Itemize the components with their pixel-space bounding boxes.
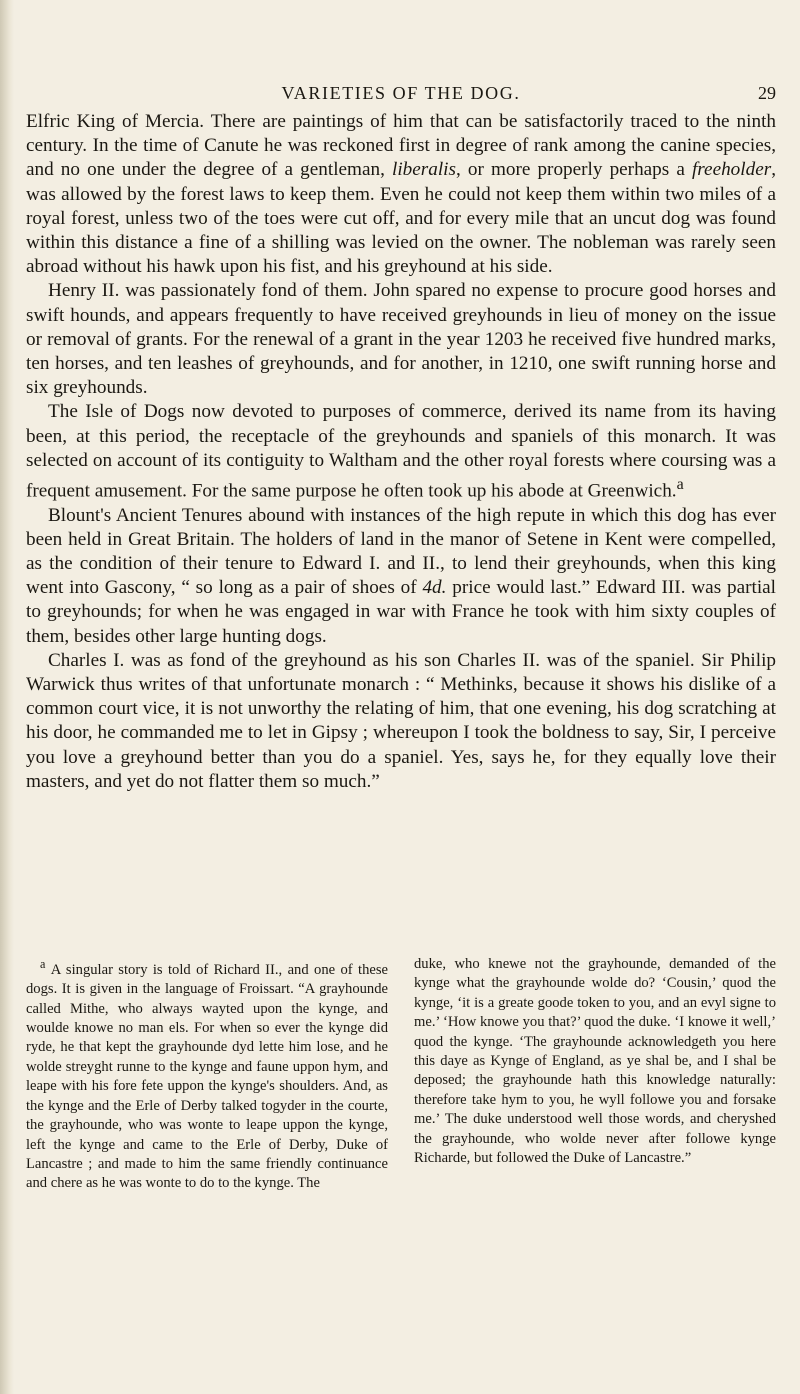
paragraph: [26, 400, 776, 503]
paragraph: [26, 649, 776, 794]
text-run: , was allowed by the forest laws to keep them. Even he could not keep them within two miles of a royal forest, unless two of the toes were cut off, and for every mile that an uncut dog was found within this distance a fine of a shilling was levied on the owner. The nobleman was rarely seen abroad without his hawk upon his fist, and his greyhound at his side.: [26, 159, 776, 278]
footnote-marker: a: [40, 957, 46, 971]
footnote-continuation: duke, who knewe not the grayhounde, demanded of the kynge what the grayhounde wolde do? ‘Cousin,’ quod the kynge, ‘it is a greate goode token to you, and an evyl signe to me.’ ‘How knowe you that?’ quod the duke. ‘I knowe it well,’ quod the kynge. ‘The grayhounde acknowledgeth you here this daye as Kynge of England, as ye shal be, and I shal be deposed; the grayhounde hath this knowledge naturally: therefore take hym to you, he wyll followe you and forsake me.’ The duke understood well those words, and cheryshed the grayhounde, who wolde never after followe kynge Richarde, but followed the Duke of Lancastre.”: [414, 956, 776, 1167]
footnote-paragraph: [26, 955, 388, 1194]
footnote-left-text: A singular story is told of Richard II., and one of these dogs. It is given in the language of Froissart. “A grayhounde called Mithe, who always wayted upon the kynge, and woulde knowe no man els. For when so ever the kynge did ryde, he that kept the grayhounde dyd lette him lose, and he wolde streyght runne to the kynge and faune uppon hym, and leape with his fore fete uppon the kynge's shoulders. And, as the kynge and the Erle of Derby talked togyder in the courte, the grayhounde, who was wonte to leape uppon the kynge, left the kynge and came to the Erle of Derby, Duke of Lancastre ; and made to him the same friendly continuance and chere as he was wonte to do to the kynge. The: [26, 961, 388, 1192]
italic-term: liberalis: [391, 159, 456, 181]
text-run: Henry II. was passionately fond of them. John spared no expense to procure good horses and swift hounds, and appears frequently to have received greyhounds in lieu of money on the issue or removal of grants. For the renewal of a grant in the year 1203 he received five hundred marks, ten horses, and ten leashes of greyhounds, and for another, in 1210, one swift running horse and six greyhounds.: [26, 280, 776, 399]
footnote-block: [26, 955, 776, 1194]
footnote-right-column: [414, 955, 776, 1194]
italic-term: 4d.: [422, 577, 447, 599]
page-number: 29: [758, 83, 776, 103]
text-run: , or more properly perhaps a: [455, 159, 692, 181]
text-run: price would last.” Edward III. was partial to greyhounds; for when he was engaged in war with France he took with him sixty couples of them, besides other large hunting dogs.: [26, 577, 776, 647]
footnote-reference: a: [676, 476, 684, 494]
footnote-left-column: [26, 955, 388, 1194]
paragraph: [26, 279, 776, 400]
text-run: Elfric King of Mercia. There are paintings of him that can be satisfactorily traced to the ninth century. In the time of Canute he was reckoned first in degree of rank among the canine species, and no one under the degree of a gentleman,: [26, 111, 776, 181]
main-body-text: [26, 110, 776, 794]
book-page: [26, 0, 776, 1192]
book-gutter-shadow: [0, 0, 14, 1394]
running-head: [26, 0, 776, 103]
text-run: Charles I. was as fond of the greyhound as his son Charles II. was of the spaniel. Sir Philip Warwick thus writes of that unfortunate monarch : “ Methinks, because it shows his dislike of a common court vice, it is not unworthy the relating of him, that one evening, his dog scratching at his door, he commanded me to let in Gipsy ; whereupon I took the boldness to say, Sir, I perceive you love a greyhound better than you do a spaniel. Yes, says he, for they equally love their masters, and yet do not flatter them so much.”: [26, 649, 776, 792]
text-run: The Isle of Dogs now devoted to purposes of commerce, derived its name from its having been, at this period, the receptacle of the greyhounds and spaniels of this monarch. It was selected on account of its contiguity to Waltham and the other royal forests where coursing was a frequent amusement. For the same purpose he often took up his abode at Greenwich.: [26, 401, 776, 502]
paragraph: [26, 110, 776, 279]
paragraph: [26, 504, 776, 649]
running-head-title: VARIETIES OF THE DOG.: [281, 83, 521, 103]
text-run: Blount's Ancient Tenures abound with instances of the high repute in which this dog has ever been held in Great Britain. The holders of land in the manor of Setene in Kent were compelled, as the condition of their tenure to Edward I. and II., to lend their greyhounds, when this king went into Gascony, “ so long as a pair of shoes of: [26, 504, 776, 599]
italic-term: freeholder: [691, 159, 772, 181]
